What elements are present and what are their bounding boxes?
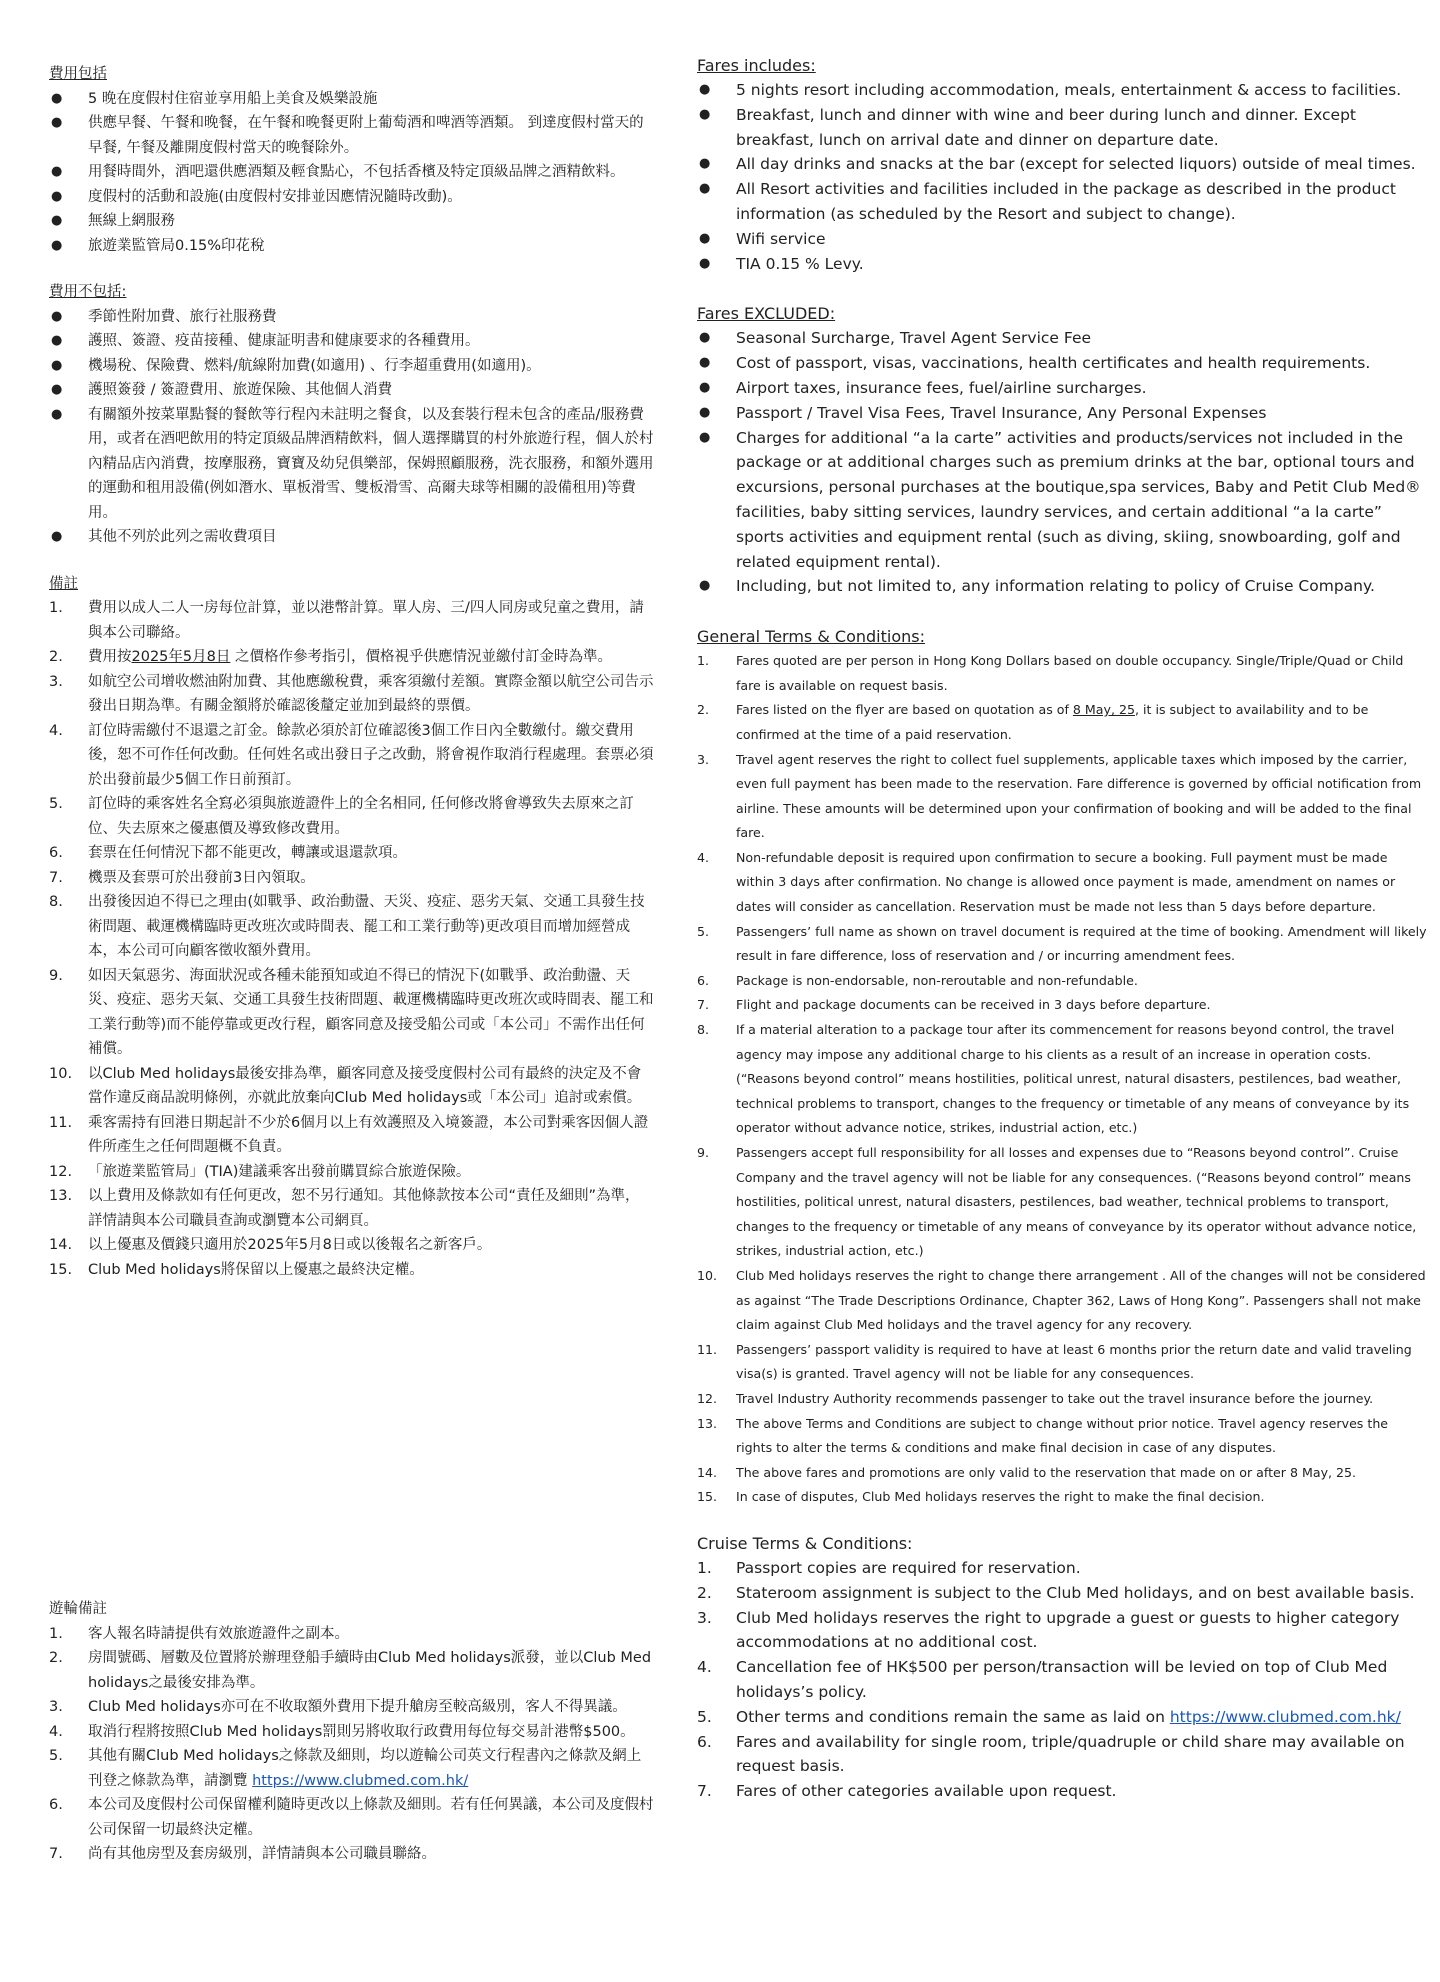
list-item <box>697 177 1427 227</box>
zh-includes-list <box>49 87 654 259</box>
list-item <box>697 1338 1427 1387</box>
list-item <box>697 376 1427 401</box>
list-item-number: 1. <box>49 1625 63 1642</box>
list-item <box>697 78 1427 103</box>
list-item <box>49 1258 654 1283</box>
list-item-number: 4. <box>49 722 63 739</box>
list-item <box>697 846 1427 920</box>
list-item <box>49 1233 654 1258</box>
list-item <box>49 866 654 891</box>
list-item-text: Wifi service <box>736 229 826 248</box>
list-item-number: 7. <box>697 997 710 1013</box>
list-item <box>697 1018 1427 1141</box>
list-item <box>697 1412 1427 1461</box>
underlined-date: 2025年5月8日 <box>131 649 231 665</box>
list-item-text: Stateroom assignment is subject to the Club Med holidays, and on best available basis. <box>736 1583 1415 1602</box>
list-item <box>697 227 1427 252</box>
list-item-text: All day drinks and snacks at the bar (except for selected liquors) outside of meal times. <box>736 155 1416 174</box>
list-item-text: In case of disputes, Club Med holidays reserves the right to make the final decision. <box>736 1489 1265 1505</box>
list-item-text: Fares and availability for single room, triple/quadruple or child share may available on request basis. <box>736 1732 1405 1776</box>
list-item <box>697 351 1427 376</box>
list-item-text: 護照、簽證、疫苗接種、健康証明書和健康要求的各種費用。 <box>88 333 480 349</box>
list-item-text: Flight and package documents can be received in 3 days before departure. <box>736 997 1211 1013</box>
list-item-text: Passengers accept full responsibility for all losses and expenses due to “Reasons beyond control”. Cruise Company and the travel agency will not be liable for any consequences. (“Reasons beyond control” means hostilities, political unrest, natural disasters, pestilences, bad weather, technical problems to transport, changes to the frequency or timetable of any means of conveyance by its operator without advance notice, strikes, industrial action, etc.) <box>736 1145 1417 1259</box>
list-item-number: 2. <box>49 1650 63 1666</box>
list-item <box>697 1485 1427 1510</box>
list-item <box>697 1264 1427 1338</box>
en-excludes-title: Fares EXCLUDED: <box>697 304 836 324</box>
list-item <box>49 1184 654 1233</box>
list-item-number: 2. <box>697 1583 712 1602</box>
list-item <box>697 1655 1427 1705</box>
list-item-number: 4. <box>697 1658 712 1677</box>
list-item-text: Passengers’ full name as shown on travel document is required at the time of booking. Amendment will likely result in fare difference, loss of reservation and / or incurring amendment fees. <box>736 923 1427 964</box>
list-item-text: 供應早餐、午餐和晚餐，在午餐和晚餐更附上葡萄酒和啤酒等酒類。 到達度假村當天的早餐, 午餐及離開度假村當天的晚餐除外。 <box>88 115 644 156</box>
list-item <box>697 920 1427 969</box>
list-item <box>49 1062 654 1111</box>
list-item-text: 度假村的活動和設施(由度假村安排並因應情況隨時改動)。 <box>88 188 462 205</box>
list-item <box>49 1842 654 1867</box>
en-cruise-list <box>697 1556 1427 1804</box>
list-item-text: Airport taxes, insurance fees, fuel/airline surcharges. <box>736 378 1147 397</box>
list-item-number: 3. <box>697 751 710 767</box>
list-item-number: 2. <box>697 702 710 718</box>
list-item-number: 7. <box>49 869 63 886</box>
list-item-number: 10. <box>697 1267 718 1283</box>
zh-remarks-title: 備註 <box>49 575 78 592</box>
list-item-text: Other terms and conditions remain the same as laid on <box>736 1707 1170 1726</box>
zh-cruise-list <box>49 1622 654 1867</box>
list-item-text: Package is non-endorsable, non-reroutable and non-refundable. <box>736 972 1138 988</box>
list-item-text: 機票及套票可於出發前3日內領取。 <box>88 869 315 886</box>
list-item <box>697 326 1427 351</box>
chinese-cruise-section <box>49 1597 654 1867</box>
list-item-text: Seasonal Surcharge, Travel Agent Service Fee <box>736 329 1092 348</box>
list-item-number: 6. <box>697 1732 712 1751</box>
list-item-number: 9. <box>697 1145 710 1161</box>
list-item-text: 用餐時間外，酒吧還供應酒類及輕食點心，不包括香檳及特定頂級品牌之酒精飲料。 <box>88 164 625 180</box>
list-item <box>697 1606 1427 1656</box>
list-item <box>697 1779 1427 1804</box>
list-item-number: 2. <box>49 649 63 665</box>
list-item <box>697 1461 1427 1486</box>
list-item-text: Cancellation fee of HK$500 per person/transaction will be levied on top of Club Med holidays’s policy. <box>736 1658 1388 1701</box>
list-item-text: Including, but not limited to, any information relating to policy of Cruise Company. <box>736 577 1375 596</box>
list-item-number: 5. <box>697 923 710 939</box>
zh-remarks-list <box>49 596 654 1282</box>
list-item-text: Fares of other categories available upon request. <box>736 1782 1117 1801</box>
list-item <box>697 252 1427 277</box>
list-item-number: 7. <box>49 1846 63 1862</box>
list-item-number: 5. <box>49 796 63 812</box>
list-item <box>49 87 654 112</box>
list-item <box>49 111 654 160</box>
list-item <box>697 1705 1427 1730</box>
list-item-text: Cost of passport, visas, vaccinations, health certificates and health requirements. <box>736 354 1371 373</box>
list-item-text: Passport / Travel Visa Fees, Travel Insurance, Any Personal Expenses <box>736 403 1267 422</box>
list-item-text: Club Med holidays將保留以上優惠之最終決定權。 <box>88 1261 424 1278</box>
list-item <box>49 185 654 210</box>
list-item <box>697 426 1427 575</box>
list-item-text: 尚有其他房型及套房級別，詳情請與本公司職員聯絡。 <box>88 1846 436 1862</box>
list-item <box>49 596 654 645</box>
list-item <box>49 890 654 964</box>
list-item-number: 4. <box>49 1723 63 1740</box>
list-item-number: 4. <box>697 849 710 865</box>
list-item <box>49 1111 654 1160</box>
list-item-number: 9. <box>49 967 63 984</box>
list-item-text: 其他有關Club Med holidays之條款及細則，均以遊輪公司英文行程書內之條款及網上刊登之條款為準，請瀏覽 <box>88 1748 642 1789</box>
zh-cruise-title: 遊輪備註 <box>49 1601 107 1617</box>
list-item-number: 1. <box>49 600 63 616</box>
list-item-text: 如因天氣惡劣、海面狀況或各種未能預知或迫不得已的情況下(如戰爭、政治動盪、天災、疫症、惡劣天氣、交通工具發生技術問題、載運機構臨時更改班次或時間表、罷工和工業行動等)而不能停靠或更改行程，顧客同意及接受船公司或「本公司」不需作出任何補償。 <box>88 967 654 1057</box>
list-item-number: 8. <box>697 1022 710 1038</box>
list-item <box>697 103 1427 153</box>
list-item <box>697 1581 1427 1606</box>
list-item-text: 費用按 <box>88 649 132 665</box>
list-item <box>49 234 654 259</box>
list-item-text: 5 nights resort including accommodation, meals, entertainment & access to facilities. <box>736 81 1402 99</box>
zh-excludes-list <box>49 305 654 550</box>
list-item-number: 3. <box>697 1608 712 1627</box>
list-item-text: Travel Industry Authority recommends passenger to take out the travel insurance before the journey. <box>736 1390 1374 1406</box>
list-item-text: Passport copies are required for reservation. <box>736 1558 1081 1577</box>
list-item <box>49 1793 654 1842</box>
list-item <box>697 1730 1427 1780</box>
list-item-number: 11. <box>49 1114 73 1131</box>
list-item-text: Non-refundable deposit is required upon confirmation to secure a booking. Full payment must be made within 3 days after confirmation. No change is allowed once payment is made, amendment on names or dates will consider as cancellation. Reservation must be made not less than 5 days before departure. <box>736 849 1396 915</box>
list-item <box>49 670 654 719</box>
list-item-text: Passengers’ passport validity is required to have at least 6 months prior the return date and valid traveling visa(s) is granted. Travel agency will not be liable for any consequences. <box>736 1341 1412 1382</box>
list-item-number: 12. <box>49 1163 73 1180</box>
en-cruise-title: Cruise Terms & Conditions: <box>697 1533 913 1553</box>
list-item <box>697 401 1427 426</box>
list-item <box>697 1387 1427 1412</box>
list-item <box>697 1141 1427 1264</box>
list-item <box>697 152 1427 177</box>
list-item-text: 其他不列於此列之需收費項目 <box>88 529 277 545</box>
list-item <box>697 969 1427 994</box>
list-item-text: 房間號碼、層數及位置將於辦理登船手續時由Club Med holidays派發，並以Club Med holidays之最後安排為準。 <box>88 1650 652 1691</box>
list-item <box>49 1160 654 1185</box>
clubmed-website-link[interactable]: https://www.clubmed.com.hk/ <box>252 1772 469 1789</box>
list-item-text: 以上優惠及價錢只適用於2025年5月8日或以後報名之新客戶。 <box>88 1237 492 1253</box>
list-item-text: The above Terms and Conditions are subject to change without prior notice. Travel agency reserves the rights to alter the terms & conditions and make final decision in case of any disputes. <box>736 1415 1389 1456</box>
list-item-number: 15. <box>697 1489 718 1505</box>
en-excludes-list <box>697 326 1427 599</box>
list-item-number: 15. <box>49 1261 73 1278</box>
list-item-text: 乘客需持有回港日期起計不少於6個月以上有效護照及入境簽證，本公司對乘客因個人證件所產生之任何問題概不負責。 <box>88 1114 649 1155</box>
list-item-text: 5 晚在度假村住宿並享用船上美食及娛樂設施 <box>88 90 378 107</box>
list-item-text: Breakfast, lunch and dinner with wine and beer during lunch and dinner. Except breakfast, lunch on arrival date and dinner on departure date. <box>736 105 1357 149</box>
list-item-number: 6. <box>49 1797 63 1813</box>
list-item <box>49 525 654 550</box>
list-item-text: 客人報名時請提供有效旅遊證件之副本。 <box>88 1625 349 1642</box>
list-item-text: 費用以成人二人一房每位計算，並以港幣計算。單人房、三/四人同房或兒童之費用，請與本公司聯絡。 <box>88 600 644 641</box>
list-item <box>697 748 1427 846</box>
list-item <box>49 841 654 866</box>
list-item-number: 13. <box>49 1188 73 1204</box>
list-item-text-tail: 之價格作參考指引，價格視乎供應情況並繳付訂金時為準。 <box>230 649 612 665</box>
list-item-text: 以上費用及條款如有任何更改，恕不另行通知。其他條款按本公司“責任及細則”為準，詳情請與本公司職員查詢或瀏覽本公司網頁。 <box>88 1188 640 1229</box>
list-item <box>49 964 654 1062</box>
list-item-number: 10. <box>49 1065 73 1082</box>
en-general-title: General Terms & Conditions: <box>697 627 925 647</box>
list-item-number: 6. <box>697 972 710 988</box>
list-item-text: 以Club Med holidays最後安排為準，顧客同意及接受度假村公司有最終的決定及不會當作違反商品說明條例，亦就此放棄向Club Med holidays或「本公司」追討或索償。 <box>88 1065 642 1106</box>
list-item <box>697 698 1427 747</box>
list-item <box>697 649 1427 698</box>
list-item-number: 13. <box>697 1415 718 1431</box>
list-item <box>49 378 654 403</box>
list-item-number: 5. <box>697 1707 712 1726</box>
list-item <box>697 1556 1427 1581</box>
list-item <box>49 354 654 379</box>
list-item <box>49 1695 654 1720</box>
list-item-text: Fares quoted are per person in Hong Kong Dollars based on double occupancy. Single/Triple/Quad or Child fare is available on request basis. <box>736 653 1404 693</box>
list-item <box>49 719 654 793</box>
list-item-text: 機場稅、保險費、燃料/航線附加費(如適用) 、行李超重費用(如適用)。 <box>88 357 541 374</box>
clubmed-website-link[interactable]: https://www.clubmed.com.hk/ <box>1169 1707 1401 1726</box>
list-item <box>49 305 654 330</box>
list-item-text: Fares listed on the flyer are based on quotation as of <box>736 702 1073 718</box>
english-column <box>697 54 1427 1804</box>
chinese-column <box>49 62 654 1282</box>
list-item-text: 如航空公司增收燃油附加費、其他應繳稅費，乘客須繳付差額。實際金額以航空公司告示發出日期為準。有關金額將於確認後釐定並加到最終的票價。 <box>88 673 654 714</box>
list-item <box>49 209 654 234</box>
list-item <box>697 574 1427 599</box>
list-item-text: Club Med holidays reserves the right to upgrade a guest or guests to higher category accommodations at no additional cost. <box>736 1608 1400 1652</box>
list-item-number: 14. <box>697 1464 718 1480</box>
list-item-number: 1. <box>697 1558 712 1577</box>
en-includes-list <box>697 78 1427 276</box>
list-item-text: TIA 0.15 % Levy. <box>736 254 864 273</box>
list-item <box>49 1646 654 1695</box>
list-item <box>49 1744 654 1793</box>
list-item-text: 季節性附加費、旅行社服務費 <box>88 308 277 325</box>
list-item <box>49 1720 654 1745</box>
list-item-text: 旅遊業監管局0.15%印花稅 <box>88 237 265 254</box>
list-item-text: 無線上網服務 <box>88 213 175 229</box>
list-item-text: 有關額外按菜單點餐的餐飲等行程內未註明之餐食，以及套裝行程未包含的產品/服務費用，或者在酒吧飲用的特定頂級品牌酒精飲料，個人選擇購買的村外旅遊行程，個人於村內精品店內消費，按摩服務，寶寶及幼兒俱樂部，保姆照顧服務，洗衣服務，和額外選用的運動和租用設備(例如潛水、單板滑雪、雙板滑雪、高爾夫球等相關的設備租用)等費用。 <box>88 406 654 521</box>
list-item-number: 5. <box>49 1748 63 1764</box>
list-item-text: Club Med holidays reserves the right to change there arrangement . All of the changes will not be considered as against “The Trade Descriptions Ordinance, Chapter 362, Laws of Hong Kong”. Passengers shall not make claim against Club Med holidays and the travel agency for any recovery. <box>736 1267 1426 1333</box>
list-item <box>49 645 654 670</box>
list-item <box>49 403 654 526</box>
list-item-text: 本公司及度假村公司保留權利隨時更改以上條款及細則。若有任何異議，本公司及度假村公司保留一切最終決定權。 <box>88 1797 654 1838</box>
list-item-text: 取消行程將按照Club Med holidays罰則另將收取行政費用每位每交易計港幣$500。 <box>88 1723 635 1740</box>
list-item-text: 「旅遊業監管局」(TIA)建議乘客出發前購買綜合旅遊保險。 <box>88 1163 471 1180</box>
list-item <box>49 1622 654 1647</box>
list-item-text: Travel agent reserves the right to collect fuel supplements, applicable taxes which imposed by the carrier, even full payment has been made to the reservation. Fare difference is governed by official notification from airline. These amounts will be determined upon your confirmation of booking and will be added to the final fare. <box>736 751 1422 841</box>
list-item <box>697 993 1427 1018</box>
list-item-text: 套票在任何情況下都不能更改，轉讓或退還款項。 <box>88 845 407 861</box>
list-item-text: All Resort activities and facilities included in the package as described in the product information (as scheduled by the Resort and subject to change). <box>736 180 1396 223</box>
list-item-number: 7. <box>697 1782 712 1801</box>
list-item <box>49 792 654 841</box>
list-item-text: Charges for additional “a la carte” activities and products/services not included in the package or at additional charges such as premium drinks at the bar, optional tours and excursions, personal purchases at the boutique,spa services, Baby and Petit Club Med® facilities, baby sitting services, laundry services, and certain additional “a la carte” sports activities and equipment rental (such as diving, skiing, snowboarding, golf and related equipment rental). <box>736 428 1421 571</box>
list-item-number: 14. <box>49 1237 73 1253</box>
list-item-number: 6. <box>49 845 63 861</box>
list-item-number: 3. <box>49 673 63 690</box>
list-item-text-tail: , it is subject to availability and to be confirmed at the time of a paid reservation. <box>736 702 1369 742</box>
list-item-text: 護照簽發 / 簽證費用、旅遊保險、其他個人消費 <box>88 382 393 398</box>
underlined-date: 8 May, 25 <box>1072 702 1135 718</box>
list-item <box>49 329 654 354</box>
list-item-text: 訂位時的乘客姓名全寫必須與旅遊證件上的全名相同, 任何修改將會導致失去原來之訂位、失去原來之優惠價及導致修改費用。 <box>88 796 634 837</box>
list-item-number: 11. <box>697 1341 718 1357</box>
list-item-text: 出發後因迫不得已之理由(如戰爭、政治動盪、天災、疫症、惡劣天氣、交通工具發生技術問題、載運機構臨時更改班次或時間表、罷工和工業行動等)更改項目而增加經營成本，本公司可向顧客徵收額外費用。 <box>88 894 645 959</box>
zh-includes-title: 費用包括 <box>49 66 107 82</box>
list-item-number: 12. <box>697 1390 718 1406</box>
list-item <box>49 160 654 185</box>
list-item-text: If a material alteration to a package tour after its commencement for reasons beyond control, the travel agency may impose any additional charge to his clients as a result of an increase in operation costs. (“Reasons beyond control” means hostilities, political unrest, natural disasters, pestilences, bad weather, technical problems to transport, changes to the frequency or timetable of any means of conveyance by its operator without advance notice, strikes, industrial action, etc.) <box>736 1022 1410 1136</box>
list-item-text: Club Med holidays亦可在不收取額外費用下提升艙房至較高級別，客人不得異議。 <box>88 1699 627 1715</box>
list-item-number: 1. <box>697 653 710 669</box>
list-item-text: 訂位時需繳付不退還之訂金。餘款必須於訂位確認後3個工作日內全數繳付。繳交費用後，恕不可作任何改動。任何姓名或出發日子之改動，將會視作取消行程處理。套票必須於出發前最少5個工作日前預訂。 <box>88 722 654 788</box>
zh-excludes-title: 費用不包括: <box>49 284 127 300</box>
list-item-text: The above fares and promotions are only valid to the reservation that made on or after 8 May, 25. <box>736 1464 1357 1480</box>
list-item-number: 8. <box>49 894 63 910</box>
list-item-number: 3. <box>49 1699 63 1715</box>
en-includes-title: Fares includes: <box>697 56 816 75</box>
en-general-list <box>697 649 1427 1510</box>
